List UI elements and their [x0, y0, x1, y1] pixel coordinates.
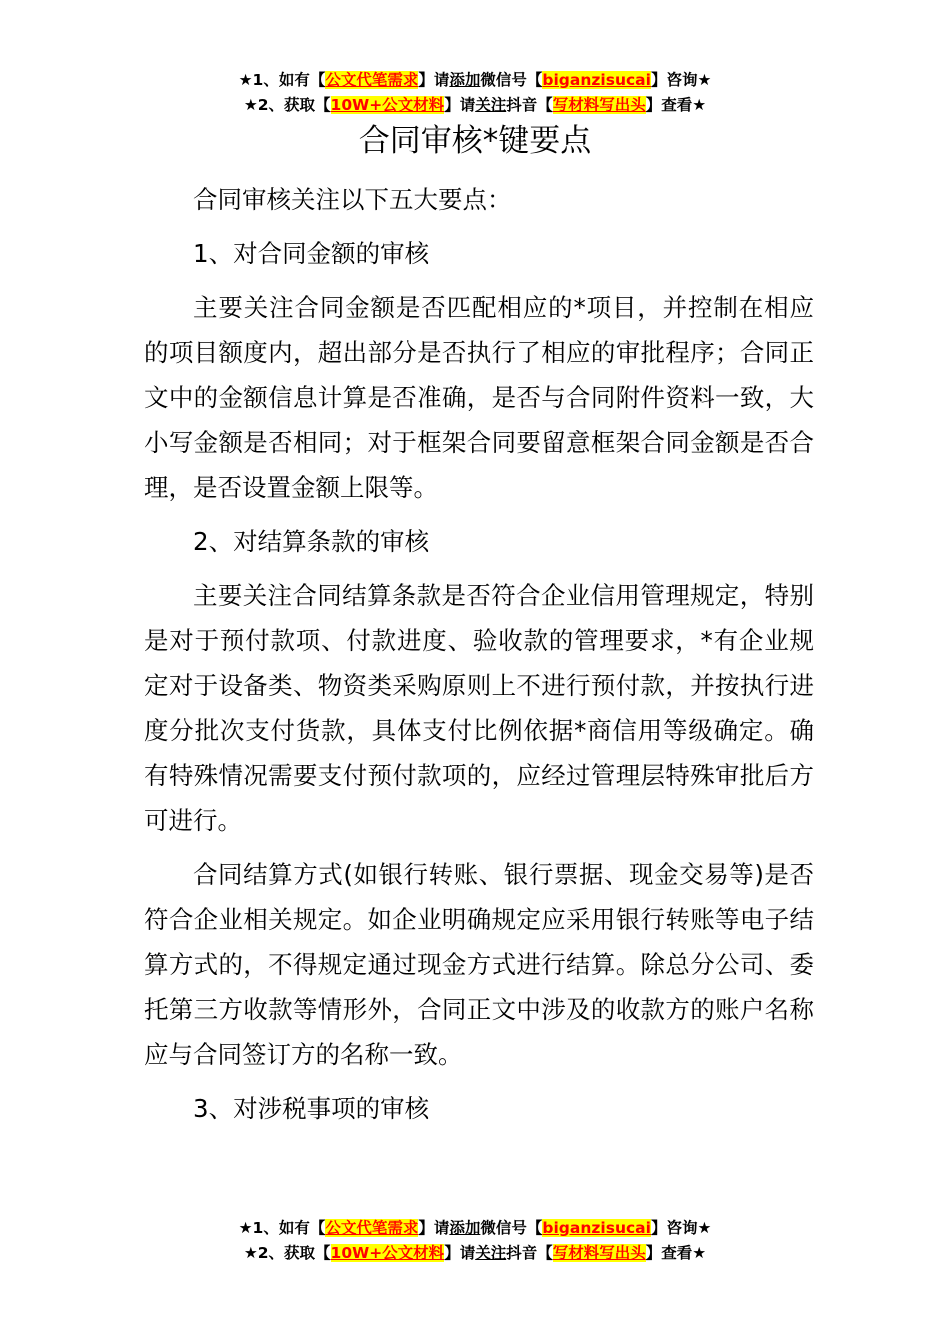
footer-notice-line-2 [0, 1241, 950, 1266]
notice-underline: 添加 [449, 1219, 481, 1237]
notice-text: 微信号【 [480, 71, 543, 89]
notice-text: ★1、如有【 [238, 1219, 326, 1237]
notice-text: 抖音【 [506, 1244, 553, 1262]
notice-text: 】查看★ [645, 1244, 707, 1262]
notice-highlight: 公文代笔需求 [325, 1219, 419, 1237]
intro-paragraph: 合同审核关注以下五大要点： [193, 185, 512, 214]
notice-highlight: 写材料写出头 [552, 1244, 646, 1262]
header-notice-line-1 [0, 68, 950, 93]
notice-highlight: biganzisucai [542, 1219, 651, 1237]
footer-notice-line-1 [0, 1216, 950, 1241]
body-paragraph: 主要关注合同金额是否匹配相应的*项目，并控制在相应的项目额度内，超出部分是否执行了相应的审批程序；合同正文中的金额信息计算是否准确，是否与合同附件资料一致，大小写金额是否相同；对于框架合同要留意框架合同金额是否合理，是否设置金额上限等。 [144, 293, 814, 502]
notice-highlight: 10W+公文材料 [330, 1244, 445, 1262]
body-paragraph: 合同结算方式(如银行转账、银行票据、现金交易等)是否符合企业相关规定。如企业明确规定应采用银行转账等电子结算方式的，不得规定通过现金方式进行结算。除总分公司、委托第三方收款等情形外，合同正文中涉及的收款方的账户名称应与合同签订方的名称一致。 [144, 860, 814, 1069]
body-paragraph: 主要关注合同结算条款是否符合企业信用管理规定，特别是对于预付款项、付款进度、验收款的管理要求，*有企业规定对于设备类、物资类采购原则上不进行预付款，并按执行进度分批次支付货款，具体支付比例依据*商信用等级确定。确有特殊情况需要支付预付款项的，应经过管理层特殊审批后方可进行。 [144, 581, 814, 835]
notice-text: 】请 [418, 71, 450, 89]
notice-text: 】咨询★ [650, 1219, 712, 1237]
notice-text: 】请 [444, 1244, 476, 1262]
header-notice-line-2 [0, 93, 950, 118]
document-body [144, 177, 814, 1140]
notice-text: ★1、如有【 [238, 71, 326, 89]
section-heading-3: 3、对涉税事项的审核 [193, 1094, 430, 1123]
notice-text: ★2、获取【 [243, 1244, 331, 1262]
notice-text: 】查看★ [645, 96, 707, 114]
notice-underline: 关注 [475, 1244, 507, 1262]
notice-text: 】咨询★ [650, 71, 712, 89]
section-heading-1: 1、对合同金额的审核 [193, 239, 430, 268]
notice-text: 抖音【 [506, 96, 553, 114]
footer-notice [0, 1216, 950, 1266]
notice-highlight: 写材料写出头 [552, 96, 646, 114]
header-notice [0, 68, 950, 118]
notice-highlight: 公文代笔需求 [325, 71, 419, 89]
notice-underline: 关注 [475, 96, 507, 114]
section-heading-2: 2、对结算条款的审核 [193, 527, 430, 556]
notice-text: 】请 [444, 96, 476, 114]
document-title: 合同审核*键要点 [358, 123, 592, 159]
notice-underline: 添加 [449, 71, 481, 89]
notice-highlight: 10W+公文材料 [330, 96, 445, 114]
notice-highlight: biganzisucai [542, 71, 651, 89]
notice-text: 】请 [418, 1219, 450, 1237]
notice-text: ★2、获取【 [243, 96, 331, 114]
notice-text: 微信号【 [480, 1219, 543, 1237]
